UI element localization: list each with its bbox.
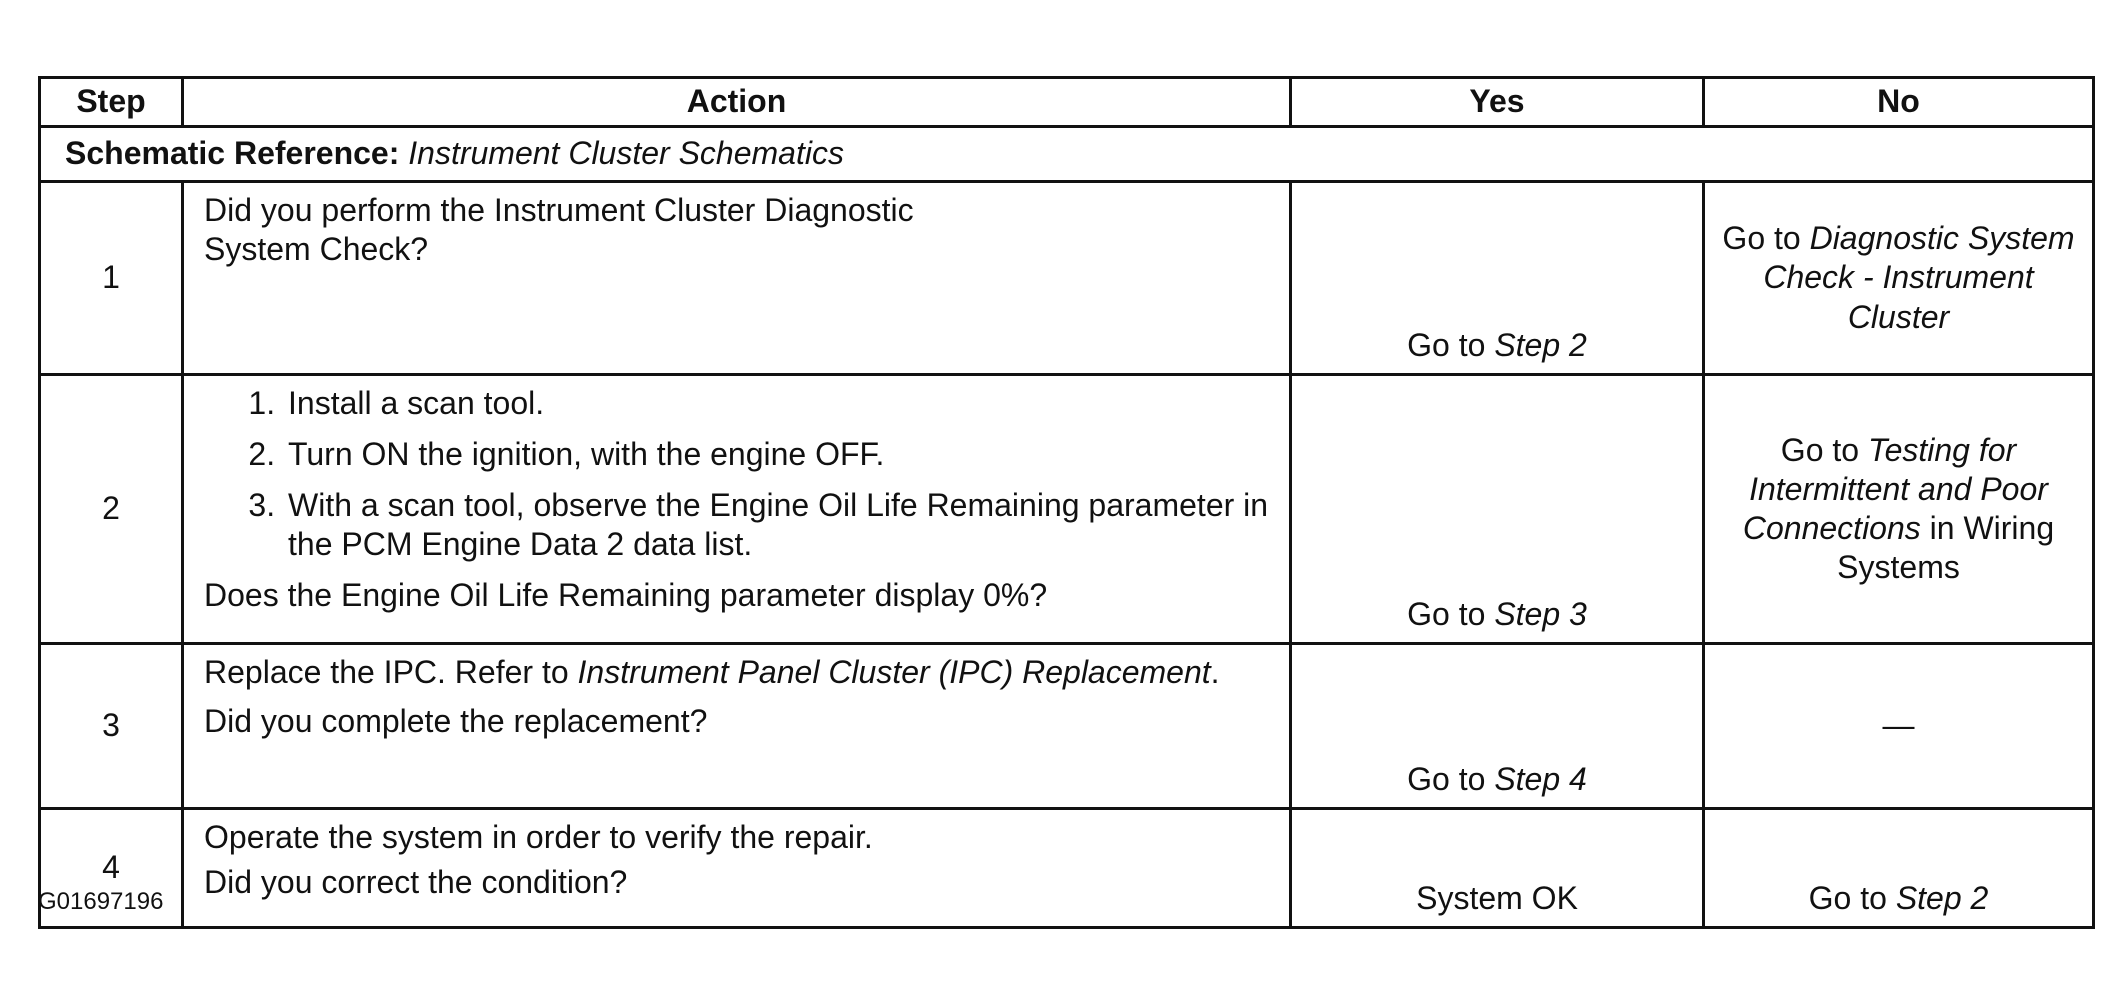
- no-dash: —: [1882, 707, 1915, 744]
- action-text: System Check?: [204, 231, 429, 268]
- substep-item: 2. Turn ON the ignition, with the engine OFF.: [284, 435, 1273, 474]
- yes-cell: [1291, 182, 1704, 375]
- action-cell: [183, 182, 1291, 375]
- schematic-reference-link[interactable]: Instrument Cluster Schematics: [408, 135, 844, 172]
- no-prefix: Go to: [1808, 879, 1887, 916]
- header-no: No: [1704, 78, 2094, 127]
- action-question: Did you correct the condition?: [204, 864, 628, 901]
- no-link[interactable]: Diagnostic System Check - Instrument Cluster: [1763, 220, 2075, 335]
- no-cell: [1704, 182, 2094, 375]
- table-row-step-4: [40, 809, 2094, 928]
- yes-prefix: Go to: [1407, 595, 1486, 632]
- action-text: Operate the system in order to verify the repair.: [204, 819, 873, 855]
- table-row-step-2: [40, 375, 2094, 644]
- substep-item: 1. Install a scan tool.: [284, 384, 1273, 423]
- no-cell: [1704, 375, 2094, 644]
- yes-link[interactable]: Step 4: [1494, 760, 1587, 797]
- action-cell: [183, 809, 1291, 928]
- action-text: Did you perform the Instrument Cluster Diagnostic: [204, 192, 914, 228]
- action-question: Did you complete the replacement?: [204, 703, 708, 740]
- yes-prefix: Go to: [1407, 760, 1486, 797]
- step-number: 1: [40, 182, 183, 375]
- no-tail: Wiring Systems: [1837, 510, 2055, 586]
- action-reference-link[interactable]: Instrument Panel Cluster (IPC) Replacement: [577, 654, 1211, 690]
- action-cell: [183, 375, 1291, 644]
- no-link[interactable]: Testing for Intermittent and Poor Connections: [1742, 431, 2048, 546]
- yes-cell: [1291, 809, 1704, 928]
- diagnostic-table: [38, 76, 2095, 929]
- header-action: Action: [183, 78, 1291, 127]
- step-number: 3: [40, 644, 183, 809]
- no-suffix: in: [1929, 510, 1955, 546]
- schematic-reference-row: [40, 127, 2094, 182]
- yes-prefix: Go to: [1407, 326, 1486, 363]
- yes-link[interactable]: Step 3: [1494, 595, 1587, 632]
- table-row-step-3: [40, 644, 2094, 809]
- yes-cell: [1291, 644, 1704, 809]
- no-cell: [1704, 809, 2094, 928]
- step-number: 2: [40, 375, 183, 644]
- header-step: Step: [40, 78, 183, 127]
- substep-list: [204, 384, 1273, 564]
- no-prefix: Go to: [1722, 220, 1801, 257]
- yes-text: System OK: [1416, 879, 1578, 916]
- yes-cell: [1291, 375, 1704, 644]
- action-text: Replace the IPC. Refer to: [204, 654, 569, 690]
- action-end: .: [1210, 654, 1220, 690]
- yes-link[interactable]: Step 2: [1494, 326, 1587, 363]
- schematic-reference-cell: [40, 127, 2094, 182]
- header-row: [40, 78, 2094, 127]
- table-row-step-1: [40, 182, 2094, 375]
- action-question: Does the Engine Oil Life Remaining parameter display 0%?: [204, 577, 1048, 614]
- schematic-reference-label: Schematic Reference:: [65, 135, 400, 172]
- figure-id: G01697196: [38, 888, 164, 915]
- action-instruction: [204, 653, 1273, 692]
- no-link[interactable]: Step 2: [1895, 879, 1989, 916]
- header-yes: Yes: [1291, 78, 1704, 127]
- no-cell: [1704, 644, 2094, 809]
- step-number: 4: [40, 809, 183, 928]
- action-cell: [183, 644, 1291, 809]
- no-prefix: Go to: [1780, 431, 1860, 468]
- substep-item: 3. With a scan tool, observe the Engine Oil Life Remaining parameter in the PCM Engine Data 2 data list.: [284, 486, 1273, 564]
